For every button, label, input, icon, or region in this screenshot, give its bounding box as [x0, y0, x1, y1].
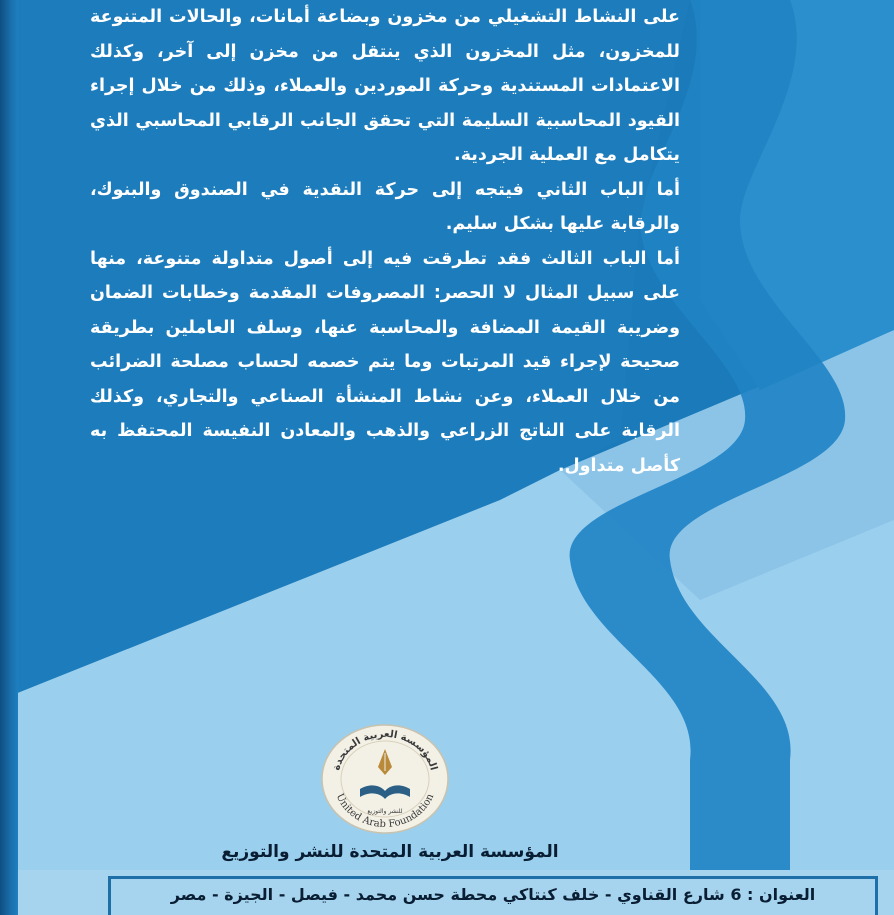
address-text: العنوان : 6 شارع القناوي - خلف كنتاكي محطة حسن محمد - فيصل - الجيزة - مصر — [170, 885, 816, 904]
back-cover-text — [90, 0, 680, 483]
publisher-name: المؤسسة العربية المتحدة للنشر والتوزيع — [221, 842, 559, 862]
paragraph-2: أما الباب الثاني فيتجه إلى حركة النقدية في الصندوق والبنوك، والرقابة عليها بشكل سليم. — [90, 179, 680, 234]
publisher-logo — [320, 723, 450, 835]
paragraph-3: أما الباب الثالث فقد تطرقت فيه إلى أصول متداولة متنوعة، منها على سبيل المثال لا الحصر: المصروفات المقدمة وخطابات الضمان وضريبة القيمة المضافة والمحاسبة عنها، وسلف العاملين بطريقة صحيحة لإجراء قيد المرتبات وما يتم خصمه لحساب مصلحة الضرائب من خلال العملاء، وعن نشاط المنشأة الصناعي والتجاري، وكذلك الرقابة على الناتج الزراعي والذهب والمعادن النفيسة المحتفظ به كأصل متداول. — [90, 248, 680, 476]
logo-sub-text: للنشر والتوزيع — [367, 808, 403, 815]
logo-arabic-text: المؤسسة العربية المتحدة — [331, 728, 439, 772]
logo-english-text: United Arab Foundation — [333, 792, 437, 831]
spine-edge — [0, 0, 18, 915]
address-box — [108, 876, 878, 915]
paragraph-1: على النشاط التشغيلي من مخزون وبضاعة أمانات، والحالات المتنوعة للمخزون، مثل المخزون الذي ينتقل من مخزن إلى آخر، وكذلك الاعتمادات المستندية وحركة الموردين والعملاء، وذلك من خلال إجراء القيود المحاسبية السليمة التي تحقق الجانب الرقابي المحاسبي الذي يتكامل مع العملية الجردية. — [90, 7, 680, 165]
